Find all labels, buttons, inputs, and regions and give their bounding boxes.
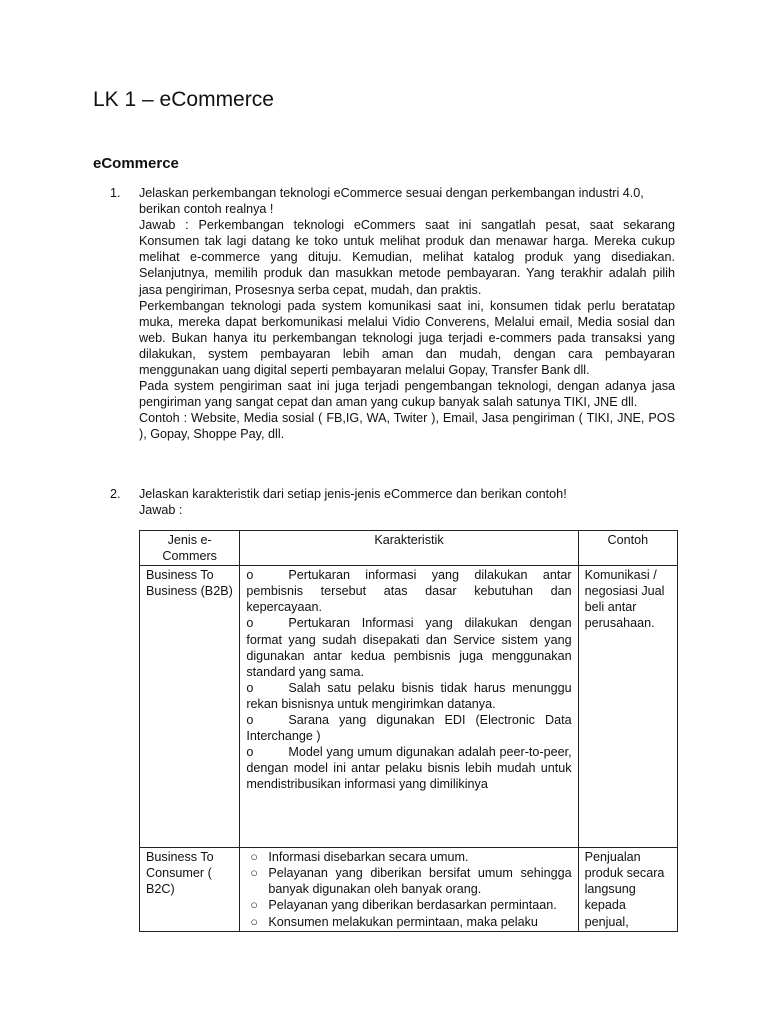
answer-paragraph: Pada system pengiriman saat ini juga terjadi pengembangan teknologi, dengan adanya jasa pengiriman yang sangat cepat dan aman yang cukup banyak salah satunya TIKI, JNE dll.	[139, 379, 675, 410]
bullet-circle-icon: ○	[250, 914, 258, 929]
ecommerce-types-table	[139, 530, 678, 932]
header-karakteristik: Karakteristik	[240, 531, 578, 566]
question-number: 2.	[110, 487, 121, 501]
bullet-circle-icon: o	[246, 713, 254, 728]
characteristic-item: Pertukaran Informasi yang dilakukan dengan format yang sudah disepakati dan Service sistem yang digunakan antar kedua pembisnis juga menggunakan standard yang sama.	[246, 616, 572, 679]
characteristic-item: Informasi disebarkan secara umum.	[268, 850, 469, 865]
characteristic-item: Pertukaran informasi yang dilakukan antar pembisnis tersebut atas dasar kebutuhan dan kepercayaan.	[246, 568, 572, 615]
table-row	[140, 848, 678, 931]
bullet-circle-icon: o	[246, 680, 254, 695]
characteristic-item: Pelayanan yang diberikan bersifat umum sehingga banyak digunakan oleh banyak orang.	[268, 866, 572, 897]
type-cell: Business To Business (B2B)	[140, 566, 240, 848]
characteristic-item: Sarana yang digunakan EDI (Electronic Data Interchange )	[246, 713, 572, 744]
question-text: Jelaskan karakteristik dari setiap jenis-jenis eCommerce dan berikan contoh!	[139, 487, 567, 501]
table-header-row	[140, 531, 678, 566]
answer-paragraph: Contoh : Website, Media sosial ( FB,IG, WA, Twiter ), Email, Jasa pengiriman ( TIKI, JNE, POS ), Gopay, Shoppe Pay, dll.	[139, 411, 675, 442]
bullet-circle-icon: o	[246, 745, 254, 760]
example-cell: Penjualan produk secara langsung kepada penjual,	[578, 848, 677, 931]
answer-label: Jawab :	[139, 503, 183, 518]
characteristics-cell	[240, 566, 578, 848]
bullet-circle-icon: ○	[250, 866, 258, 881]
bullet-circle-icon: ○	[250, 850, 258, 865]
bullet-circle-icon: o	[246, 616, 254, 631]
example-cell: Komunikasi / negosiasi Jual beli antar perusahaan.	[578, 566, 677, 848]
header-contoh: Contoh	[578, 531, 677, 566]
question-number: 1.	[110, 186, 121, 200]
answer-paragraph: Perkembangan teknologi pada system komunikasi saat ini, konsumen tidak perlu beratatap muka, mereka dapat berkomunikasi melalui Vidio Converens, Melalui email, Media sosial dan web. Bukan hanya itu perkembangan teknologi juga terjadi e-commers pada transaksi yang dilakukan, system pembayaran lebih aman dan mudah, dengan cara pembayaran menggunakan uang digital seperti pembayaran melalui Gopay, Transfer Bank dll.	[139, 298, 675, 378]
characteristics-cell	[240, 848, 578, 931]
table-row	[140, 566, 678, 848]
type-cell: Business To Consumer ( B2C)	[140, 848, 240, 931]
characteristic-item: Konsumen melakukan permintaan, maka pelaku	[268, 914, 538, 929]
bullet-circle-icon: o	[246, 568, 254, 583]
section-heading: eCommerce	[93, 155, 179, 172]
question-2	[110, 486, 675, 518]
characteristic-item: Salah satu pelaku bisnis tidak harus menunggu rekan bisnisnya untuk mengirimkan datanya.	[246, 680, 572, 711]
bullet-circle-icon: ○	[250, 898, 258, 913]
question-1	[110, 185, 675, 443]
characteristic-item: Pelayanan yang diberikan berdasarkan permintaan.	[268, 898, 557, 913]
document-title: LK 1 – eCommerce	[93, 88, 274, 111]
characteristic-item: Model yang umum digunakan adalah peer-to-peer, dengan model ini antar pelaku bisnis lebih mudah untuk mendistribusikan informasi yang dimilikinya	[246, 745, 572, 792]
answer-paragraph: Jawab : Perkembangan teknologi eCommers saat ini sangatlah pesat, saat sekarang Konsumen tak lagi datang ke toko untuk melihat produk dan menawar harga. Mereka cukup melihat e-commerce yang dituju. Kemudian, melihat katalog produk yang disediakan. Selanjutnya, memilih produk dan masukkan metode pembayaran. Yang terakhir adalah pilih jasa pengiriman, Prosesnya serba cepat, mudah, dan praktis.	[139, 218, 675, 297]
header-jenis: Jenis e-Commers	[140, 531, 240, 566]
question-text: Jelaskan perkembangan teknologi eCommerce sesuai dengan perkembangan industri 4.0, berikan contoh realnya !	[139, 186, 644, 217]
